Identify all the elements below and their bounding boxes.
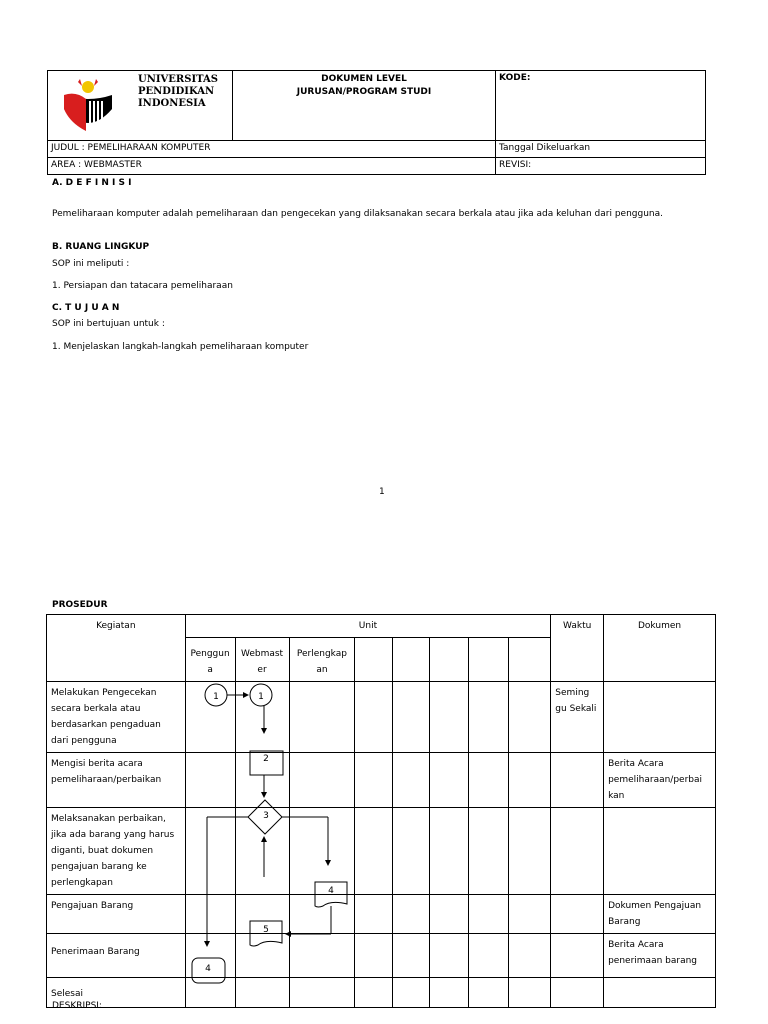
section-c-item: 1. Menjelaskan langkah-langkah pemeliharaan komputer <box>52 342 309 352</box>
row-waktu <box>551 895 604 934</box>
row-kegiatan: Mengisi berita acara pemeliharaan/perbaikan <box>47 753 186 808</box>
prosedur-table <box>46 614 716 1008</box>
revisi-cell <box>496 158 706 175</box>
row-dokumen: Berita Acara penerimaan barang <box>604 934 716 978</box>
doc-level: DOKUMEN LEVEL <box>321 74 407 84</box>
header-perlengkapan: Perlengkap an <box>289 638 355 682</box>
header-unit: Unit <box>185 615 551 638</box>
table-row <box>47 895 716 934</box>
kode-cell <box>496 71 706 141</box>
row-dokumen <box>604 808 716 895</box>
row-dokumen: Dokumen Pengajuan Barang <box>604 895 716 934</box>
tanggal-cell <box>496 141 706 158</box>
row-dokumen <box>604 978 716 1008</box>
flow-label-end: 4 <box>205 964 211 974</box>
row-waktu <box>551 808 604 895</box>
row-dokumen <box>604 682 716 753</box>
area-cell <box>48 158 496 175</box>
header-kegiatan: Kegiatan <box>47 615 186 682</box>
row-waktu <box>551 978 604 1008</box>
university-line-2: PENDIDIKAN <box>138 86 215 97</box>
table-row <box>47 978 716 1008</box>
row-kegiatan: Melakukan Pengecekan secara berkala atau berdasarkan pengaduan dari pengguna <box>47 682 186 753</box>
deskripsi-label: DESKRIPSI: <box>52 1001 102 1011</box>
section-c-intro: SOP ini bertujuan untuk : <box>52 319 165 329</box>
upi-logo <box>60 75 116 135</box>
unit-empty-cell <box>430 638 468 682</box>
row-kegiatan: Pengajuan Barang <box>47 895 186 934</box>
unit-empty-cell <box>508 638 550 682</box>
flow-label-2: 2 <box>263 754 269 764</box>
unit-empty-cell <box>468 638 508 682</box>
section-b-intro: SOP ini meliputi : <box>52 259 130 269</box>
flow-label-1b: 1 <box>258 692 264 702</box>
revisi-text: REVISI: <box>499 160 532 170</box>
judul-cell <box>48 141 496 158</box>
table-row <box>47 682 716 753</box>
table-row <box>47 934 716 978</box>
section-b-item: 1. Persiapan dan tatacara pemeliharaan <box>52 281 233 291</box>
tanggal-text: Tanggal Dikeluarkan <box>499 143 591 153</box>
header-table <box>47 70 706 175</box>
row-waktu <box>551 753 604 808</box>
section-a-heading: A. D E F I N I S I <box>52 178 132 188</box>
header-logo-cell <box>48 71 233 141</box>
table-row <box>47 753 716 808</box>
row-dokumen: Berita Acara pemeliharaan/perbai kan <box>604 753 716 808</box>
judul-text: JUDUL : PEMELIHARAAN KOMPUTER <box>51 143 211 153</box>
kode-label: KODE: <box>499 73 531 83</box>
doc-level-cell <box>233 71 496 141</box>
prosedur-title: PROSEDUR <box>52 600 108 610</box>
flow-label-1a: 1 <box>213 692 219 702</box>
unit-empty-cell <box>392 638 429 682</box>
flow-label-4: 4 <box>328 886 334 896</box>
header-webmaster: Webmast er <box>235 638 289 682</box>
header-pengguna: Penggun a <box>185 638 235 682</box>
flow-label-5: 5 <box>263 925 269 935</box>
section-a-text: Pemeliharaan komputer adalah pemeliharaan dan pengecekan yang dilaksanakan secara berkala atau jika ada keluhan dari pengguna. <box>52 209 663 219</box>
doc-unit: JURUSAN/PROGRAM STUDI <box>296 87 432 97</box>
university-line-1: UNIVERSITAS <box>138 74 219 85</box>
page-number: 1 <box>379 487 385 497</box>
area-text: AREA : WEBMASTER <box>51 160 142 170</box>
table-row <box>47 808 716 895</box>
row-waktu <box>551 934 604 978</box>
section-b-heading: B. RUANG LINGKUP <box>52 242 150 252</box>
header-dokumen: Dokumen <box>604 615 716 682</box>
row-waktu: Seming gu Sekali <box>551 682 604 753</box>
university-line-3: INDONESIA <box>138 98 206 109</box>
row-kegiatan: Selesai <box>47 978 186 1008</box>
unit-empty-cell <box>355 638 392 682</box>
row-kegiatan: Penerimaan Barang <box>47 934 186 978</box>
header-waktu: Waktu <box>551 615 604 682</box>
section-c-heading: C. T U J U A N <box>52 303 120 313</box>
flow-label-3: 3 <box>263 811 269 821</box>
row-kegiatan: Melaksanakan perbaikan, jika ada barang yang harus diganti, buat dokumen pengajuan barang ke perlengkapan <box>47 808 186 895</box>
